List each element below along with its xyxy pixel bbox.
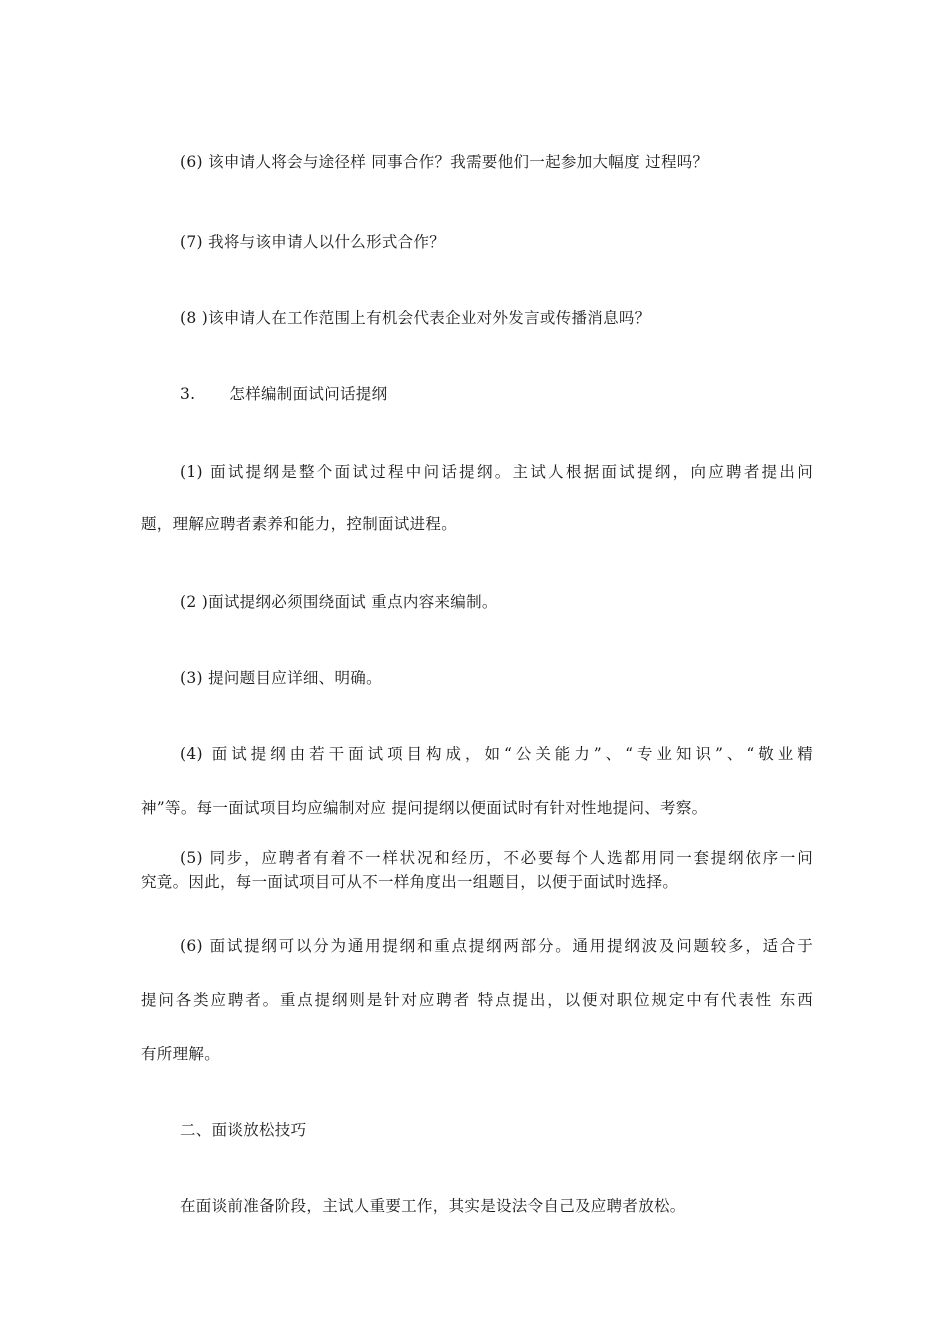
text-line: 在面谈前准备阶段，主试人重要工作，其实是设法令自己及应聘者放松。 — [180, 1197, 686, 1215]
text-line: 神”等。每一面试项目均应编制对应 提问提纲以便面试时有针对性地提问、考察。 — [141, 799, 708, 817]
section-heading — [180, 384, 387, 404]
text-line: (5) 同步，应聘者有着不一样状况和经历，不必要每个人选都用同一套提纲依序一问 — [180, 849, 813, 867]
text-line: 有所理解。 — [141, 1045, 221, 1063]
text-line: (3) 提问题目应详细、明确。 — [180, 669, 382, 687]
text-line: 究竟。因此，每一面试项目可从不一样角度出一组题目，以便于面试时选择。 — [141, 873, 679, 891]
text-line: (4) 面试提纲由若干面试项目构成，如“公关能力”、“专业知识”、“敬业精 — [180, 745, 813, 763]
text-line: (6) 该申请人将会与途径样 同事合作？我需要他们一起参加大幅度 过程吗？ — [180, 153, 709, 171]
text-line: (7) 我将与该申请人以什么形式合作？ — [180, 233, 446, 251]
text-line: 提问各类应聘者。重点提纲则是针对应聘者 特点提出，以便对职位规定中有代表性 东西 — [141, 991, 813, 1009]
text-line: (2 )面试提纲必须围绕面试 重点内容来编制。 — [180, 593, 498, 611]
text-line: (6) 面试提纲可以分为通用提纲和重点提纲两部分。通用提纲波及问题较多，适合于 — [180, 937, 813, 955]
section-title: 怎样编制面试问话提纲 — [229, 385, 388, 403]
section-heading: 二、面谈放松技巧 — [180, 1121, 307, 1139]
text-line: 题，理解应聘者素养和能力，控制面试进程。 — [141, 515, 458, 533]
section-number: 3. — [180, 385, 196, 403]
text-line: (8 )该申请人在工作范围上有机会代表企业对外发言或传播消息吗？ — [180, 309, 651, 327]
text-line: (1) 面试提纲是整个面试过程中问话提纲。主试人根据面试提纲，向应聘者提出问 — [180, 463, 813, 481]
